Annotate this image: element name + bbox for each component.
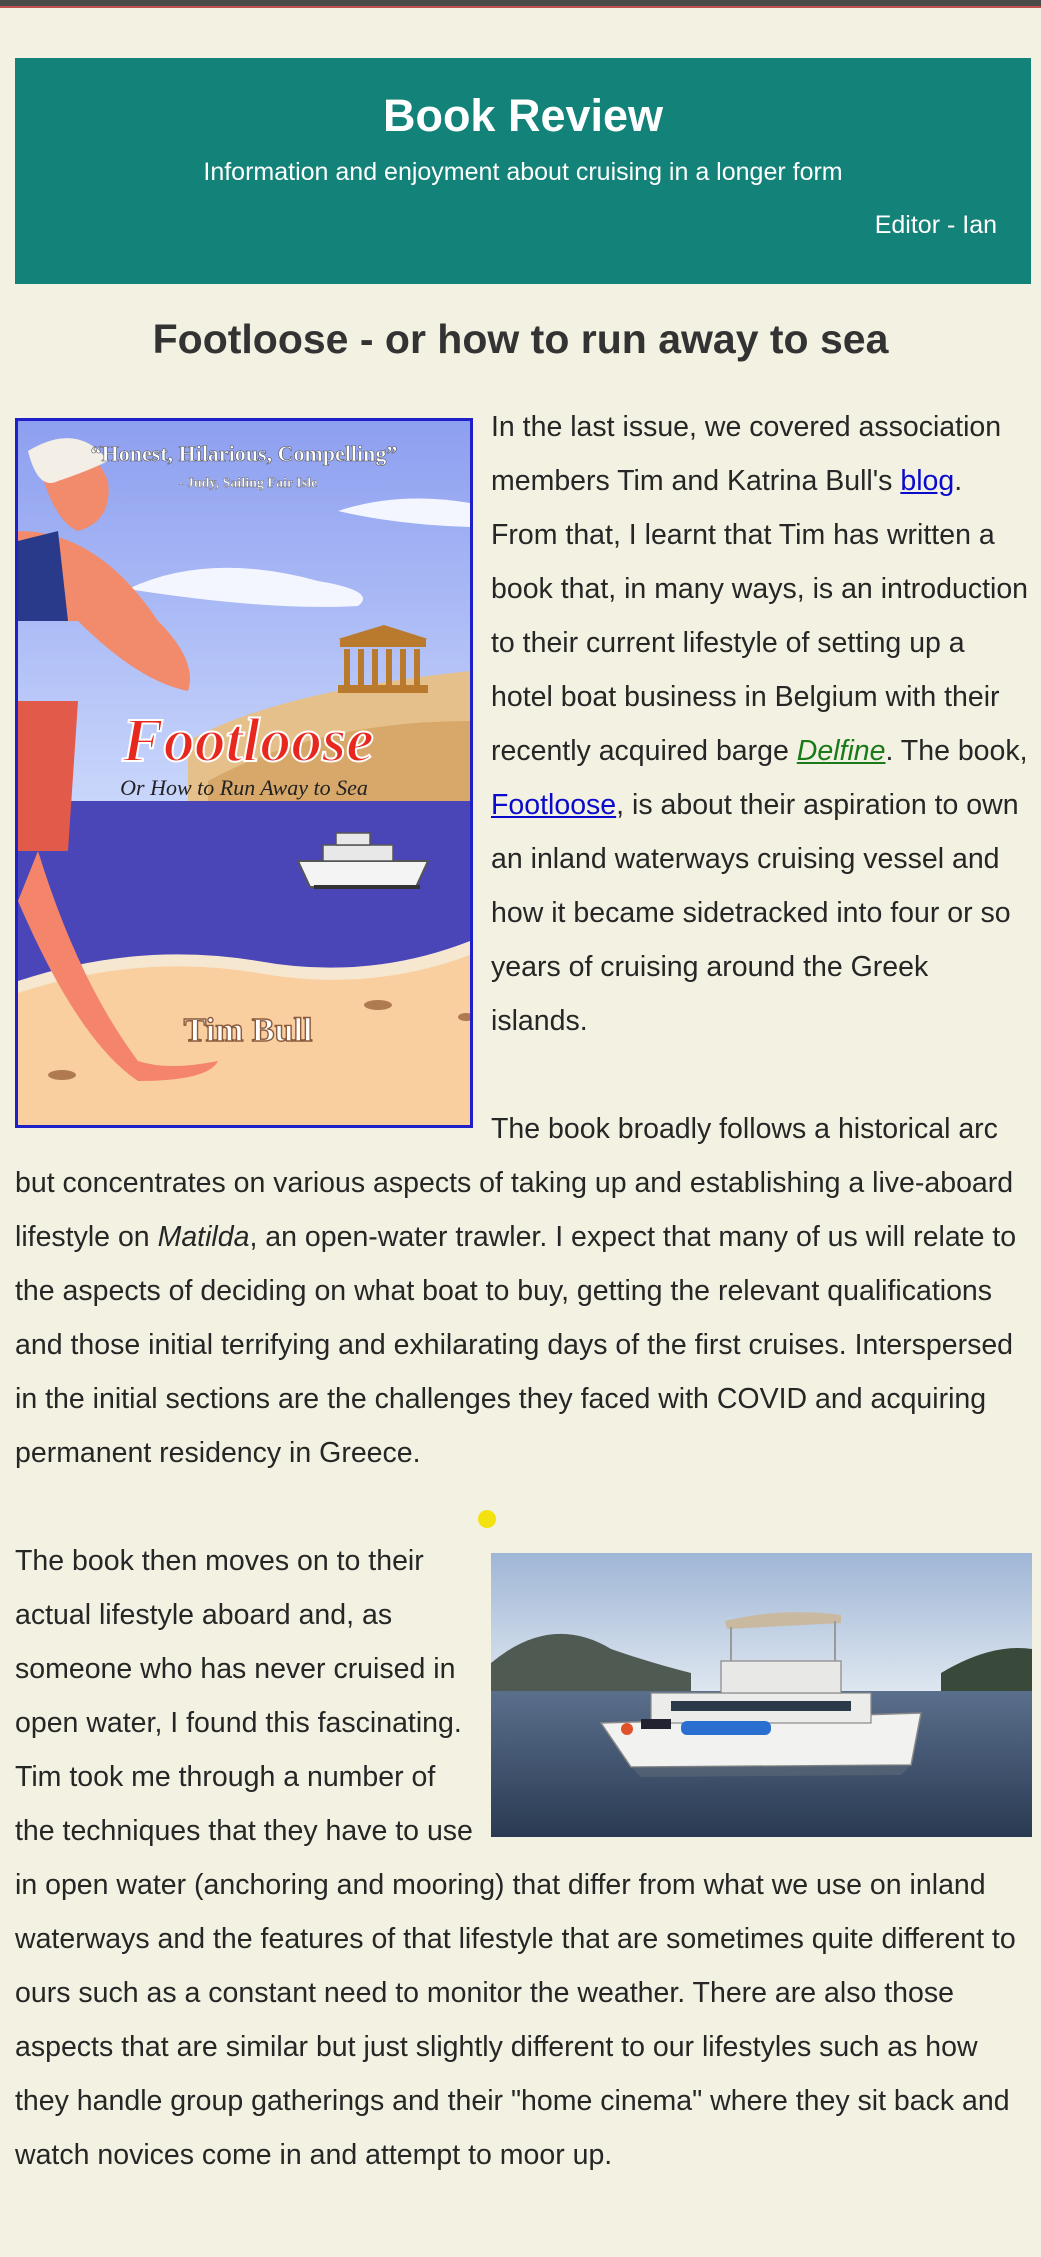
paragraph-historical-arc: The book broadly follows a historical arc but concentrates on various aspects of taking up and establishing a live-aboard lifestyle on Matilda, an open-water trawler. I expect that many of us will relate to the aspects of deciding on what boat to buy, getting the relevant qualifications and those initial terrifying and exhilarating days of the first cruises. Interspersed in the initial sections are the challenges they faced with COVID and acquiring permanent residency in Greece. [15, 1113, 1017, 1469]
paragraph-intro: In the last issue, we covered association members Tim and Katrina Bull's blog. From that, I learnt that Tim has written a book that, in many ways, is an introduction to their current lifestyle of setting up a hotel boat business in Belgium with their recently acquired barge Delfine. The book, Footloose, is about their aspiration to own an inland waterways cruising vessel and how it became sidetracked into four or so years of cruising around the Greek islands. [491, 411, 1029, 1037]
cover-quote: “Honest, Hilarious, Compelling” [90, 441, 398, 466]
header-banner [15, 58, 1031, 284]
book-cover-image [15, 418, 473, 1128]
next-paragraph-cutoff [0, 2232, 1041, 2257]
boat-name: Matilda [157, 1221, 250, 1253]
banner-subtitle: Information and enjoyment about cruising in a longer form [203, 158, 843, 186]
highlight-dot [478, 1510, 496, 1528]
cover-subtitle: Or How to Run Away to Sea [120, 775, 368, 800]
banner-title: Book Review [382, 90, 664, 141]
paragraph-lifestyle: The book then moves on to their actual lifestyle aboard and, as someone who has never cruised in open water, I found this fascinating. Tim took me through a number of the techniques that they have to use in open water (anchoring and mooring) that differ from what we use on inland waterways and the features of that lifestyle that are sometimes quite different to ours such as a constant need to monitor the weather. There are also those aspects that are similar but just slightly different to our lifestyles such as how they handle group gatherings and their "home cinema" where they sit back and watch novices come in and attempt to moor up. [15, 1534, 1031, 2182]
top-rule [0, 0, 1041, 8]
article-title: Footloose - or how to run away to sea [152, 316, 889, 362]
banner-editor: Editor - Ian [874, 211, 997, 239]
cover-title: Footloose [122, 707, 374, 775]
blog-link[interactable]: blog [900, 465, 955, 497]
photo-spacer [490, 1534, 1031, 1820]
footloose-link[interactable]: Footloose [491, 789, 617, 821]
delfine-link[interactable]: Delfine [796, 735, 886, 767]
cover-author: Tim Bull [183, 1012, 313, 1049]
cover-quote-source: - Judy, Sailing Fair Isle [178, 476, 318, 491]
